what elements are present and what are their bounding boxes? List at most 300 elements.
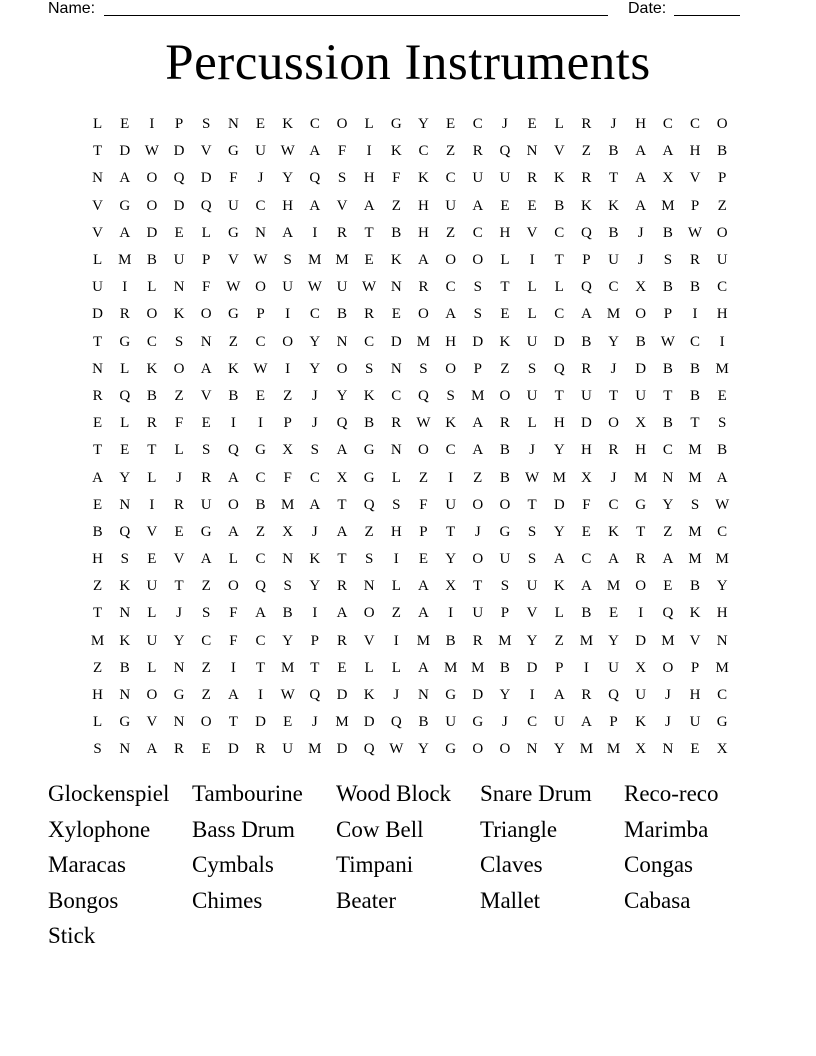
grid-letter: V — [146, 714, 158, 731]
grid-letter: I — [122, 279, 128, 296]
grid-letter: E — [446, 116, 456, 133]
grid-letter: M — [606, 741, 621, 758]
grid-letter: V — [200, 143, 212, 160]
grid-letter: O — [499, 496, 511, 513]
grid-letter: Z — [255, 523, 266, 540]
grid-letter: O — [336, 116, 348, 133]
grid-letter: M — [416, 632, 431, 649]
grid-row — [84, 682, 736, 709]
grid-letter: A — [282, 224, 294, 241]
grid-letter: G — [716, 714, 728, 731]
grid-letter: L — [92, 252, 103, 269]
word-bank-item: Xylophone — [48, 816, 151, 842]
grid-row — [84, 628, 736, 655]
grid-row — [84, 519, 736, 546]
grid-letter: E — [201, 415, 211, 432]
grid-letter: B — [662, 224, 673, 241]
grid-letter: T — [92, 442, 103, 459]
grid-letter: M — [471, 659, 485, 676]
grid-letter: A — [635, 170, 647, 187]
grid-letter: K — [363, 687, 375, 704]
grid-letter: N — [255, 224, 266, 241]
grid-letter: E — [147, 551, 157, 568]
grid-letter: J — [637, 252, 644, 269]
grid-letter: C — [255, 469, 266, 486]
grid-letter: X — [635, 415, 647, 432]
grid-letter: S — [473, 306, 482, 323]
grid-letter: A — [580, 714, 592, 731]
grid-letter: V — [200, 387, 212, 404]
page-title: Percussion Instruments — [165, 35, 651, 91]
grid-letter: R — [418, 279, 429, 296]
grid-letter: X — [635, 741, 647, 758]
grid-letter: A — [119, 224, 131, 241]
grid-letter: N — [227, 116, 239, 133]
grid-letter: Z — [663, 523, 673, 540]
grid-letter: C — [472, 116, 483, 133]
grid-letter: I — [638, 605, 644, 622]
word-bank-item: Bongos — [48, 887, 119, 913]
grid-letter: X — [282, 442, 294, 459]
grid-letter: D — [553, 496, 565, 513]
word-bank-item: Congas — [624, 852, 693, 877]
grid-letter: Z — [446, 143, 456, 160]
grid-row — [84, 220, 736, 247]
grid-letter: J — [610, 360, 617, 377]
grid-letter: R — [472, 143, 483, 160]
grid-letter: N — [173, 279, 185, 296]
grid-letter: P — [609, 714, 618, 731]
grid-letter: O — [445, 360, 457, 377]
grid-letter: C — [554, 306, 565, 323]
grid-letter: D — [363, 714, 375, 731]
grid-letter: I — [448, 469, 454, 486]
grid-letter: R — [336, 578, 347, 595]
grid-letter: Q — [390, 714, 402, 731]
grid-letter: F — [392, 170, 401, 187]
grid-letter: T — [554, 387, 564, 404]
grid-letter: E — [663, 578, 673, 595]
grid-letter: J — [257, 170, 264, 187]
grid-letter: O — [472, 496, 484, 513]
grid-letter: T — [500, 279, 510, 296]
grid-letter: U — [526, 387, 538, 404]
grid-letter: O — [146, 170, 158, 187]
grid-letter: H — [635, 116, 647, 133]
word-bank-item: Reco-reco — [624, 781, 719, 806]
grid-letter: N — [716, 632, 728, 649]
grid-letter: Z — [554, 632, 564, 649]
grid-letter: R — [92, 387, 103, 404]
grid-letter: Y — [336, 387, 348, 404]
grid-letter: R — [391, 415, 402, 432]
grid-letter: S — [392, 496, 401, 513]
grid-letter: Q — [309, 687, 321, 704]
grid-letter: E — [120, 116, 130, 133]
grid-letter: K — [608, 197, 619, 214]
grid-row — [84, 600, 736, 627]
grid-letter: D — [553, 333, 565, 350]
grid-letter: C — [717, 687, 728, 704]
grid-letter: S — [202, 605, 211, 622]
grid-letter: M — [715, 659, 729, 676]
grid-letter: J — [393, 687, 400, 704]
date-field-line[interactable] — [674, 15, 740, 16]
word-bank-item: Maracas — [48, 852, 126, 877]
grid-letter: R — [581, 170, 592, 187]
grid-letter: Q — [336, 415, 348, 432]
grid-letter: C — [690, 116, 701, 133]
grid-letter: J — [311, 387, 318, 404]
grid-letter: A — [363, 197, 375, 214]
grid-row — [84, 410, 736, 437]
grid-letter: K — [119, 632, 131, 649]
grid-letter: A — [553, 687, 565, 704]
grid-letter: J — [311, 714, 318, 731]
grid-letter: L — [147, 605, 157, 622]
grid-letter: U — [146, 578, 158, 595]
grid-letter: D — [336, 741, 348, 758]
grid-letter: T — [147, 442, 157, 459]
grid-letter: L — [120, 360, 130, 377]
grid-letter: I — [230, 659, 236, 676]
grid-letter: T — [92, 605, 103, 622]
grid-letter: H — [363, 170, 375, 187]
grid-letter: L — [391, 659, 401, 676]
grid-letter: D — [146, 224, 158, 241]
grid-letter: Q — [363, 741, 375, 758]
grid-letter: H — [689, 143, 701, 160]
grid-letter: C — [445, 442, 456, 459]
grid-letter: I — [312, 224, 318, 241]
grid-letter: Q — [173, 170, 185, 187]
grid-letter: Y — [309, 360, 321, 377]
grid-letter: H — [716, 306, 728, 323]
grid-row — [84, 247, 736, 274]
grid-letter: N — [92, 360, 103, 377]
grid-letter: A — [418, 252, 429, 269]
grid-letter: J — [502, 714, 508, 731]
grid-letter: U — [282, 741, 294, 758]
grid-letter: F — [283, 469, 292, 486]
grid-row — [84, 301, 736, 328]
grid-letter: H — [499, 224, 511, 241]
grid-letter: O — [255, 279, 266, 296]
grid-letter: E — [527, 197, 537, 214]
word-bank-item: Cabasa — [624, 887, 691, 913]
grid-letter: P — [718, 170, 727, 187]
grid-letter: G — [119, 333, 131, 350]
grid-letter: O — [662, 659, 674, 676]
grid-letter: Y — [309, 333, 321, 350]
grid-letter: S — [364, 551, 374, 568]
grid-letter: E — [418, 551, 429, 568]
grid-letter: N — [390, 442, 402, 459]
grid-letter: A — [227, 523, 239, 540]
grid-letter: D — [173, 143, 185, 160]
grid-letter: Y — [608, 632, 619, 649]
grid-letter: W — [660, 333, 675, 350]
grid-letter: Y — [553, 523, 565, 540]
grid-letter: J — [474, 523, 481, 540]
grid-letter: G — [445, 741, 457, 758]
grid-letter: C — [309, 116, 320, 133]
grid-letter: V — [92, 224, 103, 241]
grid-letter: S — [718, 415, 727, 432]
grid-letter: B — [717, 442, 728, 459]
grid-letter: Y — [282, 170, 294, 187]
grid-letter: R — [336, 632, 347, 649]
grid-letter: T — [92, 333, 103, 350]
word-bank-item: Cow Bell — [336, 816, 424, 842]
grid-letter: H — [689, 687, 701, 704]
grid-letter: K — [553, 578, 565, 595]
grid-letter: R — [581, 687, 592, 704]
grid-letter: R — [499, 415, 510, 432]
grid-letter: V — [92, 197, 103, 214]
grid-letter: M — [498, 632, 512, 649]
grid-letter: G — [635, 496, 647, 513]
grid-letter: S — [202, 116, 211, 133]
grid-letter: R — [174, 496, 185, 513]
grid-letter: B — [581, 605, 592, 622]
grid-letter: U — [445, 496, 457, 513]
grid-row — [84, 138, 736, 165]
grid-letter: N — [363, 578, 375, 595]
grid-letter: B — [608, 224, 619, 241]
grid-letter: T — [446, 523, 456, 540]
grid-letter: F — [202, 279, 211, 296]
grid-row — [84, 437, 736, 464]
grid-letter: Y — [418, 116, 429, 133]
grid-letter: Q — [553, 360, 565, 377]
grid-letter: L — [174, 442, 184, 459]
grid-letter: A — [200, 551, 212, 568]
grid-letter: C — [527, 714, 538, 731]
grid-letter: Z — [364, 523, 374, 540]
grid-letter: O — [608, 415, 619, 432]
grid-letter: S — [120, 551, 129, 568]
grid-letter: B — [282, 605, 293, 622]
grid-letter: Y — [553, 741, 565, 758]
grid-letter: J — [664, 714, 671, 731]
grid-letter: N — [119, 687, 131, 704]
grid-letter: Q — [580, 279, 592, 296]
grid-letter: B — [662, 360, 673, 377]
name-field-line[interactable] — [104, 15, 608, 16]
grid-letter: J — [502, 116, 508, 133]
grid-letter: S — [500, 578, 510, 595]
grid-letter: U — [200, 496, 212, 513]
grid-letter: M — [688, 469, 702, 486]
grid-letter: S — [283, 252, 292, 269]
grid-letter: K — [282, 116, 294, 133]
grid-letter: L — [500, 252, 510, 269]
grid-letter: Q — [418, 387, 429, 404]
grid-letter: Y — [553, 442, 565, 459]
grid-letter: S — [283, 578, 292, 595]
grid-letter: M — [281, 496, 295, 513]
grid-letter: B — [690, 387, 701, 404]
grid-letter: M — [471, 387, 485, 404]
grid-letter: P — [690, 659, 700, 676]
grid-letter: V — [363, 632, 375, 649]
grid-letter: I — [529, 252, 535, 269]
grid-letter: R — [201, 469, 212, 486]
grid-letter: H — [553, 415, 565, 432]
grid-letter: E — [92, 415, 103, 432]
grid-letter: B — [662, 415, 673, 432]
grid-row — [84, 356, 736, 383]
grid-letter: C — [201, 632, 212, 649]
grid-letter: R — [608, 442, 619, 459]
grid-letter: Y — [526, 632, 538, 649]
grid-letter: A — [662, 143, 674, 160]
grid-letter: W — [226, 279, 241, 296]
grid-letter: N — [119, 741, 131, 758]
grid-letter: O — [472, 252, 484, 269]
grid-letter: A — [200, 360, 212, 377]
grid-letter: O — [227, 578, 239, 595]
grid-letter: B — [690, 578, 701, 595]
grid-letter: O — [282, 333, 294, 350]
grid-letter: I — [583, 659, 589, 676]
grid-letter: A — [119, 170, 131, 187]
grid-letter: B — [336, 306, 347, 323]
grid-letter: T — [337, 496, 347, 513]
grid-letter: E — [717, 387, 727, 404]
grid-letter: T — [554, 252, 564, 269]
grid-letter: V — [227, 252, 239, 269]
date-label: Date: — [628, 0, 667, 17]
grid-letter: J — [664, 687, 671, 704]
grid-letter: X — [662, 170, 674, 187]
grid-letter: P — [555, 659, 564, 676]
grid-letter: X — [282, 523, 294, 540]
grid-letter: C — [391, 387, 402, 404]
grid-letter: Y — [716, 578, 728, 595]
grid-letter: M — [308, 741, 322, 758]
grid-letter: D — [635, 360, 647, 377]
grid-letter: K — [553, 170, 565, 187]
grid-letter: M — [552, 469, 566, 486]
grid-letter: A — [309, 496, 321, 513]
grid-letter: F — [229, 632, 238, 649]
grid-letter: R — [255, 741, 266, 758]
grid-letter: L — [364, 116, 374, 133]
name-label: Name: — [48, 0, 96, 17]
grid-letter: B — [499, 469, 510, 486]
grid-letter: U — [689, 714, 701, 731]
grid-letter: Y — [445, 551, 457, 568]
grid-letter: Z — [581, 143, 591, 160]
grid-letter: O — [200, 714, 212, 731]
grid-letter: F — [582, 496, 591, 513]
grid-letter: B — [608, 143, 619, 160]
word-bank-item: Beater — [336, 887, 397, 913]
grid-letter: M — [579, 741, 594, 758]
grid-letter: E — [337, 659, 347, 676]
grid-letter: T — [473, 578, 483, 595]
grid-letter: O — [499, 387, 511, 404]
grid-letter: U — [92, 279, 103, 296]
grid-letter: D — [255, 714, 266, 731]
grid-letter: U — [608, 252, 619, 269]
grid-letter: A — [255, 605, 266, 622]
grid-letter: U — [580, 387, 592, 404]
grid-letter: K — [580, 197, 592, 214]
grid-letter: L — [391, 578, 401, 595]
grid-letter: G — [227, 143, 239, 160]
grid-letter: K — [499, 333, 511, 350]
grid-letter: S — [690, 496, 700, 513]
grid-letter: L — [527, 415, 537, 432]
grid-letter: A — [635, 197, 647, 214]
word-bank-item: Marimba — [624, 816, 709, 842]
grid-letter: R — [336, 224, 347, 241]
grid-letter: M — [308, 252, 322, 269]
grid-letter: G — [472, 714, 484, 731]
grid-letter: U — [282, 279, 294, 296]
grid-letter: E — [364, 252, 374, 269]
grid-letter: L — [364, 659, 374, 676]
grid-letter: A — [716, 469, 728, 486]
grid-letter: N — [390, 360, 402, 377]
grid-letter: A — [472, 442, 484, 459]
grid-letter: P — [663, 306, 673, 323]
grid-letter: Y — [309, 578, 321, 595]
grid-letter: N — [200, 333, 212, 350]
grid-letter: G — [445, 687, 457, 704]
grid-letter: K — [390, 143, 402, 160]
grid-letter: J — [176, 605, 182, 622]
grid-letter: G — [173, 687, 185, 704]
grid-letter: L — [554, 279, 564, 296]
grid-letter: P — [473, 360, 482, 377]
grid-row — [84, 736, 736, 763]
grid-letter: C — [662, 116, 673, 133]
grid-letter: I — [285, 360, 291, 377]
grid-letter: L — [527, 279, 537, 296]
grid-letter: K — [363, 387, 375, 404]
grid-letter: W — [307, 279, 322, 296]
grid-letter: M — [416, 333, 431, 350]
word-bank-item: Triangle — [480, 816, 558, 842]
grid-letter: L — [147, 659, 157, 676]
grid-letter: M — [715, 360, 729, 377]
grid-letter: A — [662, 551, 674, 568]
grid-letter: B — [554, 197, 565, 214]
grid-letter: T — [337, 551, 347, 568]
grid-letter: L — [92, 714, 103, 731]
grid-letter: F — [229, 605, 238, 622]
grid-letter: Q — [580, 224, 592, 241]
grid-letter: N — [92, 170, 103, 187]
grid-letter: L — [147, 279, 157, 296]
grid-letter: Y — [119, 469, 131, 486]
grid-letter: D — [92, 306, 103, 323]
grid-letter: C — [309, 306, 320, 323]
grid-letter: M — [335, 714, 349, 731]
grid-row — [84, 274, 736, 301]
grid-letter: S — [527, 360, 537, 377]
grid-letter: N — [119, 605, 131, 622]
grid-letter: P — [582, 252, 591, 269]
grid-letter: I — [448, 605, 454, 622]
grid-letter: N — [662, 469, 674, 486]
grid-letter: R — [146, 415, 157, 432]
grid-letter: O — [200, 306, 212, 323]
